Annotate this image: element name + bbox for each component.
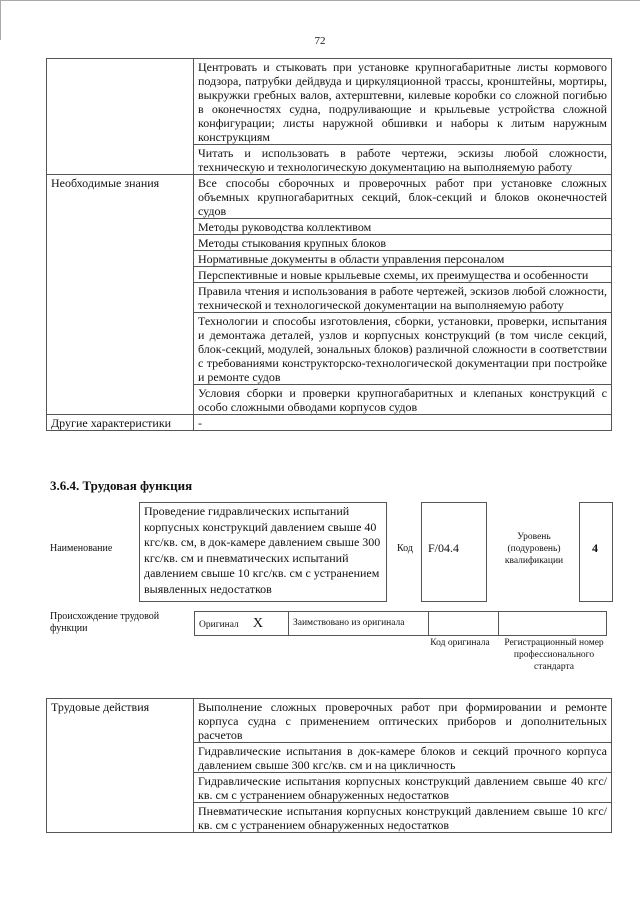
page-edge (0, 0, 1, 40)
table-row (47, 175, 612, 219)
section-title: 3.6.4. Трудовая функция (50, 478, 193, 493)
table-cell: Гидравлические испытания в док-камере блоков и секций прочного корпуса давлением свыше 300 кгс/кв. см и на цикличность (194, 743, 612, 773)
table-cell: Правила чтения и использования в работе чертежей, эскизов любой сложности, технической и технологической документации на выполняемую работу (194, 283, 612, 313)
table-cell: Технологии и способы изготовления, сборки, установки, проверки, испытания и демонтажа деталей, узлов и корпусных конструкций (в том числе секций, блок-секций, модулей, зональных блоков) различной сложности в соответствии с требованиями конструкторско-технологической документации при постройке и ремонте судов (194, 313, 612, 385)
table-cell: - (194, 415, 612, 431)
table-row (47, 699, 612, 743)
skills-table (46, 58, 612, 431)
table-row (195, 612, 607, 636)
origin-label: Происхождение трудовой функции (50, 611, 160, 634)
original-label: Оригинал (199, 619, 239, 630)
page-number: 72 (314, 35, 326, 47)
name-label: Наименование (50, 543, 113, 554)
borrowed-label: Заимствовано из оригинала (289, 612, 429, 636)
row-label: Необходимые знания (47, 175, 194, 415)
origin-table (194, 611, 607, 636)
row-label: Другие характеристики (47, 415, 194, 431)
table-cell: Читать и использовать в работе чертежи, эскизы любой сложности, техническую и технологическую документацию на выполняемую работу (194, 145, 612, 175)
table-cell: Перспективные и новые крыльевые схемы, их преимущества и особенности (194, 267, 612, 283)
table-cell: Методы руководства коллективом (194, 219, 612, 235)
table-cell: Центровать и стыковать при установке крупногабаритные листы кормового подзора, патрубки дейдвуда и циркуляционной трассы, кронштейны, мортиры, выкружки гребных валов, ахтерштевни, килевые коробки со сложной погибью в оконечностях судна, подруливающие и крыльевые устройства сложной конфигурации; листы наружной обшивки и наборы к литым наружным конструкциям (194, 59, 612, 145)
function-name-box: Проведение гидравлических испытаний корпусных конструкций давлением свыше 40 кгс/кв. см, в док-камере давлением свыше 300 кгс/кв. см и пневматических испытаний давлением свыше 10 кгс/кв. см с устранением выявленных недостатков (139, 502, 387, 602)
code-value: F/04.4 (428, 541, 460, 555)
code-original-cell (429, 612, 499, 636)
table-cell: Методы стыкования крупных блоков (194, 235, 612, 251)
original-mark: X (252, 615, 263, 631)
level-value: 4 (592, 541, 598, 555)
caption-code-original: Код оригинала (430, 638, 490, 648)
table-cell: Все способы сборочных и проверочных работ при установке сложных объемных крупногабаритных секций, блок-секций и блоков оконечностей судов (194, 175, 612, 219)
table-cell: Условия сборки и проверки крупногабаритных и клепаных конструкций с особо сложными обводами корпусов судов (194, 385, 612, 415)
table-cell: Выполнение сложных проверочных работ при формировании и ремонте корпуса судна с применением оптических приборов и дополнительных расчетов (194, 699, 612, 743)
table-cell: Нормативные документы в области управления персоналом (194, 251, 612, 267)
caption-reg-number: Регистрационный номер профессионального стандарта (504, 638, 604, 672)
actions-table (46, 698, 612, 833)
row-label: Трудовые действия (47, 699, 194, 833)
table-row (47, 415, 612, 431)
table-cell: Пневматические испытания корпусных конструкций давлением свыше 10 кгс/кв. см с устранением обнаруженных недостатков (194, 803, 612, 833)
reg-number-cell (499, 612, 607, 636)
table-row (47, 59, 612, 145)
level-label: Уровень (подуровень) квалификации (504, 532, 564, 566)
table-cell: Гидравлические испытания корпусных конструкций давлением свыше 40 кгс/кв. см с устранением обнаруженных недостатков (194, 773, 612, 803)
code-label: Код (397, 543, 413, 554)
original-cell (195, 612, 289, 636)
page-edge (0, 0, 640, 1)
row-label (47, 59, 194, 175)
